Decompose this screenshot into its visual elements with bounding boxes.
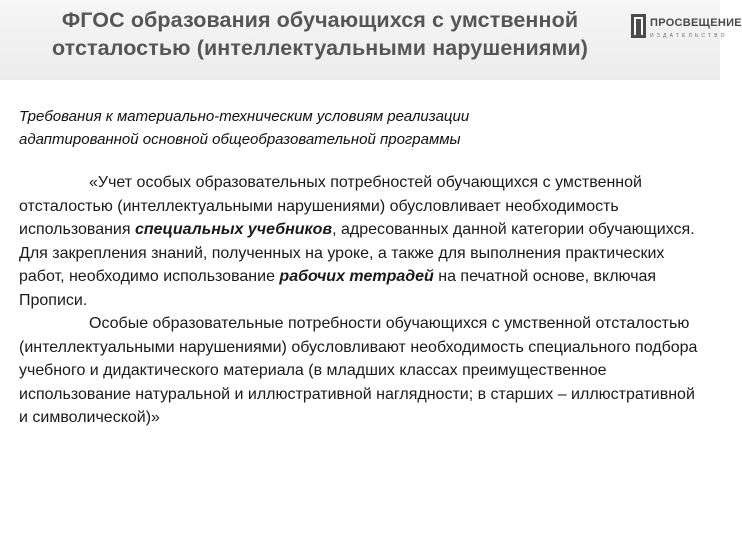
paragraph-1-text-b: , адресованных данной категории обучающихся. Для закрепления знаний, полученных на уроке, а также для выполнения практических работ, необходимо использование bbox=[19, 221, 695, 285]
title-line-2: отсталостью (интеллектуальными нарушениями) bbox=[51, 36, 589, 60]
heading-line-1: Требования к материально-техническим условиям реализации bbox=[19, 108, 470, 125]
logo-subtitle: ИЗДАТЕЛЬСТВО bbox=[650, 33, 728, 39]
heading-line-2: адаптированной основной общеобразовательной программы bbox=[19, 131, 461, 148]
requirements-heading bbox=[19, 105, 699, 151]
quote-paragraph-1 bbox=[19, 171, 705, 312]
emphasis-special-textbooks: специальных учебников bbox=[134, 221, 333, 238]
publisher-logo bbox=[631, 14, 742, 54]
quote-paragraph-2: Особые образовательные потребности обучающихся с умственной отсталостью (интеллектуальными нарушениями) обусловливают необходимость специального подбора учебного и дидактического материала (в младших классах преимущественное использование натуральной и иллюстративной наглядности; в старших – иллюстративной и символической)» bbox=[19, 315, 698, 426]
logo-name: ПРОСВЕЩЕНИЕ bbox=[650, 17, 742, 29]
quote-body bbox=[19, 171, 705, 430]
slide-title bbox=[10, 6, 630, 62]
title-line-1: ФГОС образования обучающихся с умственной bbox=[61, 8, 579, 32]
slide-header bbox=[0, 0, 742, 80]
logo-mark-icon bbox=[631, 14, 646, 38]
paragraph-1-text-c: на печатной основе, включая Прописи. bbox=[19, 268, 657, 309]
paragraph-1-text-a: «Учет особых образовательных потребностей обучающихся с умственной отсталостью (интеллектуальными нарушениями) обусловливает необходимость использования bbox=[19, 174, 642, 238]
emphasis-workbooks: рабочих тетрадей bbox=[279, 268, 434, 285]
